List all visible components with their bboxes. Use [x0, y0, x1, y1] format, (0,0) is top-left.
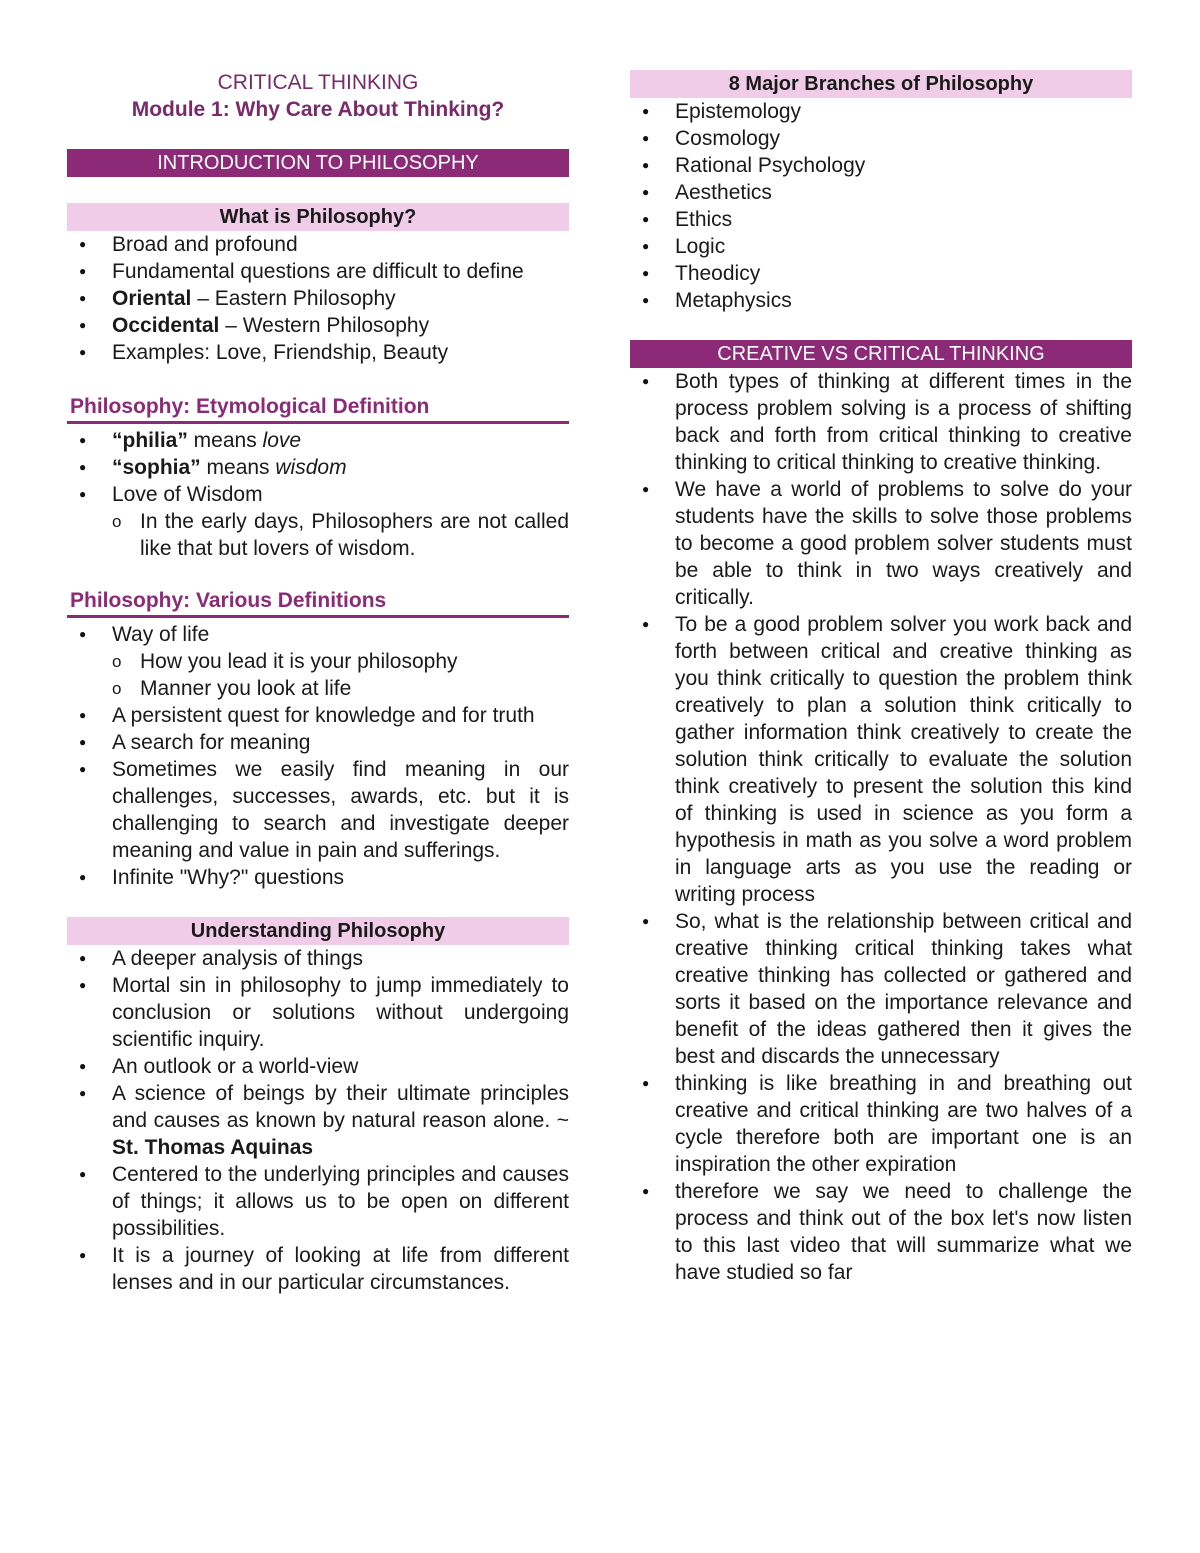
list-item: ● An outlook or a world-view — [67, 1053, 569, 1080]
sub-list-item: o In the early days, Philosophers are not called like that but lovers of wisdom. — [112, 508, 569, 562]
list-item: ● Cosmology — [630, 125, 1132, 152]
list-item: ● Fundamental questions are difficult to define — [67, 258, 569, 285]
understanding-philosophy-heading: Understanding Philosophy — [67, 917, 569, 945]
left-column — [67, 70, 569, 1296]
list-item: ● Aesthetics — [630, 179, 1132, 206]
list-item: ● Rational Psychology — [630, 152, 1132, 179]
list-item: ● Love of Wisdom o In the early days, Philosophers are not called like that but lovers of wisdom. — [67, 481, 569, 562]
right-column — [630, 70, 1132, 1286]
various-definitions-heading: Philosophy: Various Definitions — [67, 588, 569, 618]
list-item: ● Sometimes we easily find meaning in our challenges, successes, awards, etc. but it is challenging to search and investigate deeper meaning and value in pain and sufferings. — [67, 756, 569, 864]
list-item: ● We have a world of problems to solve do your students have the skills to solve those problems to become a good problem solver students must be able to think in two ways creatively and critically. — [630, 476, 1132, 611]
list-item: ● A persistent quest for knowledge and for truth — [67, 702, 569, 729]
various-list — [67, 621, 569, 891]
list-item: ● Ethics — [630, 206, 1132, 233]
branches-heading: 8 Major Branches of Philosophy — [630, 70, 1132, 98]
list-item: ● Centered to the underlying principles and causes of things; it allows us to be open on different possibilities. — [67, 1161, 569, 1242]
list-item: ● A science of beings by their ultimate principles and causes as known by natural reason alone. ~ St. Thomas Aquinas — [67, 1080, 569, 1161]
course-title: CRITICAL THINKING — [217, 71, 419, 94]
list-item: ● A deeper analysis of things — [67, 945, 569, 972]
intro-section-bar: INTRODUCTION TO PHILOSOPHY — [67, 149, 569, 177]
list-item: ● thinking is like breathing in and breathing out creative and critical thinking are two halves of a cycle therefore both are important one is an inspiration the other expiration — [630, 1070, 1132, 1178]
list-item: ● Examples: Love, Friendship, Beauty — [67, 339, 569, 366]
list-item: ● So, what is the relationship between critical and creative thinking critical thinking takes what creative thinking has collected or gathered and sorts it based on the importance relevance and benefit of the ideas gathered then it gives the best and discards the unnecessary — [630, 908, 1132, 1070]
what-is-philosophy-heading: What is Philosophy? — [67, 203, 569, 231]
list-item: ● Theodicy — [630, 260, 1132, 287]
list-item: ● To be a good problem solver you work back and forth between critical and creative thinking as you think critically to question the problem think creatively to plan a solution think critically to gather information think creatively to create the solution think critically to evaluate the solution think creatively to present the solution this kind of thinking is used in science as you form a hypothesis in math as you solve a word problem in language arts as you use the reading or writing process — [630, 611, 1132, 908]
list-item: ● Oriental – Eastern Philosophy — [67, 285, 569, 312]
sub-list-item: o Manner you look at life — [112, 675, 569, 702]
branches-list — [630, 98, 1132, 314]
what-is-list — [67, 231, 569, 366]
list-item: ● “philia” means love — [67, 427, 569, 454]
creative-list — [630, 368, 1132, 1286]
list-item: ● Occidental – Western Philosophy — [67, 312, 569, 339]
list-item: ● Logic — [630, 233, 1132, 260]
sub-list-item: o How you lead it is your philosophy — [112, 648, 569, 675]
list-item: ● therefore we say we need to challenge the process and think out of the box let's now listen to this last video that will summarize what we have studied so far — [630, 1178, 1132, 1286]
understanding-list — [67, 945, 569, 1296]
creative-vs-critical-bar: CREATIVE VS CRITICAL THINKING — [630, 340, 1132, 368]
list-item: ● Both types of thinking at different times in the process problem solving is a process of shifting back and forth from critical thinking to creative thinking to critical thinking to creative thinking. — [630, 368, 1132, 476]
list-item: ● Way of life o How you lead it is your philosophy o Manner you look at life — [67, 621, 569, 702]
etymology-list — [67, 427, 569, 562]
list-item: ● Infinite "Why?" questions — [67, 864, 569, 891]
list-item: ● Mortal sin in philosophy to jump immediately to conclusion or solutions without undergoing scientific inquiry. — [67, 972, 569, 1053]
list-item: ● Broad and profound — [67, 231, 569, 258]
list-item: ● A search for meaning — [67, 729, 569, 756]
etymology-heading: Philosophy: Etymological Definition — [67, 394, 569, 424]
list-item: ● “sophia” means wisdom — [67, 454, 569, 481]
module-title: Module 1: Why Care About Thinking? — [131, 98, 505, 121]
list-item: ● It is a journey of looking at life from different lenses and in our particular circumstances. — [67, 1242, 569, 1296]
list-item: ● Metaphysics — [630, 287, 1132, 314]
list-item: ● Epistemology — [630, 98, 1132, 125]
